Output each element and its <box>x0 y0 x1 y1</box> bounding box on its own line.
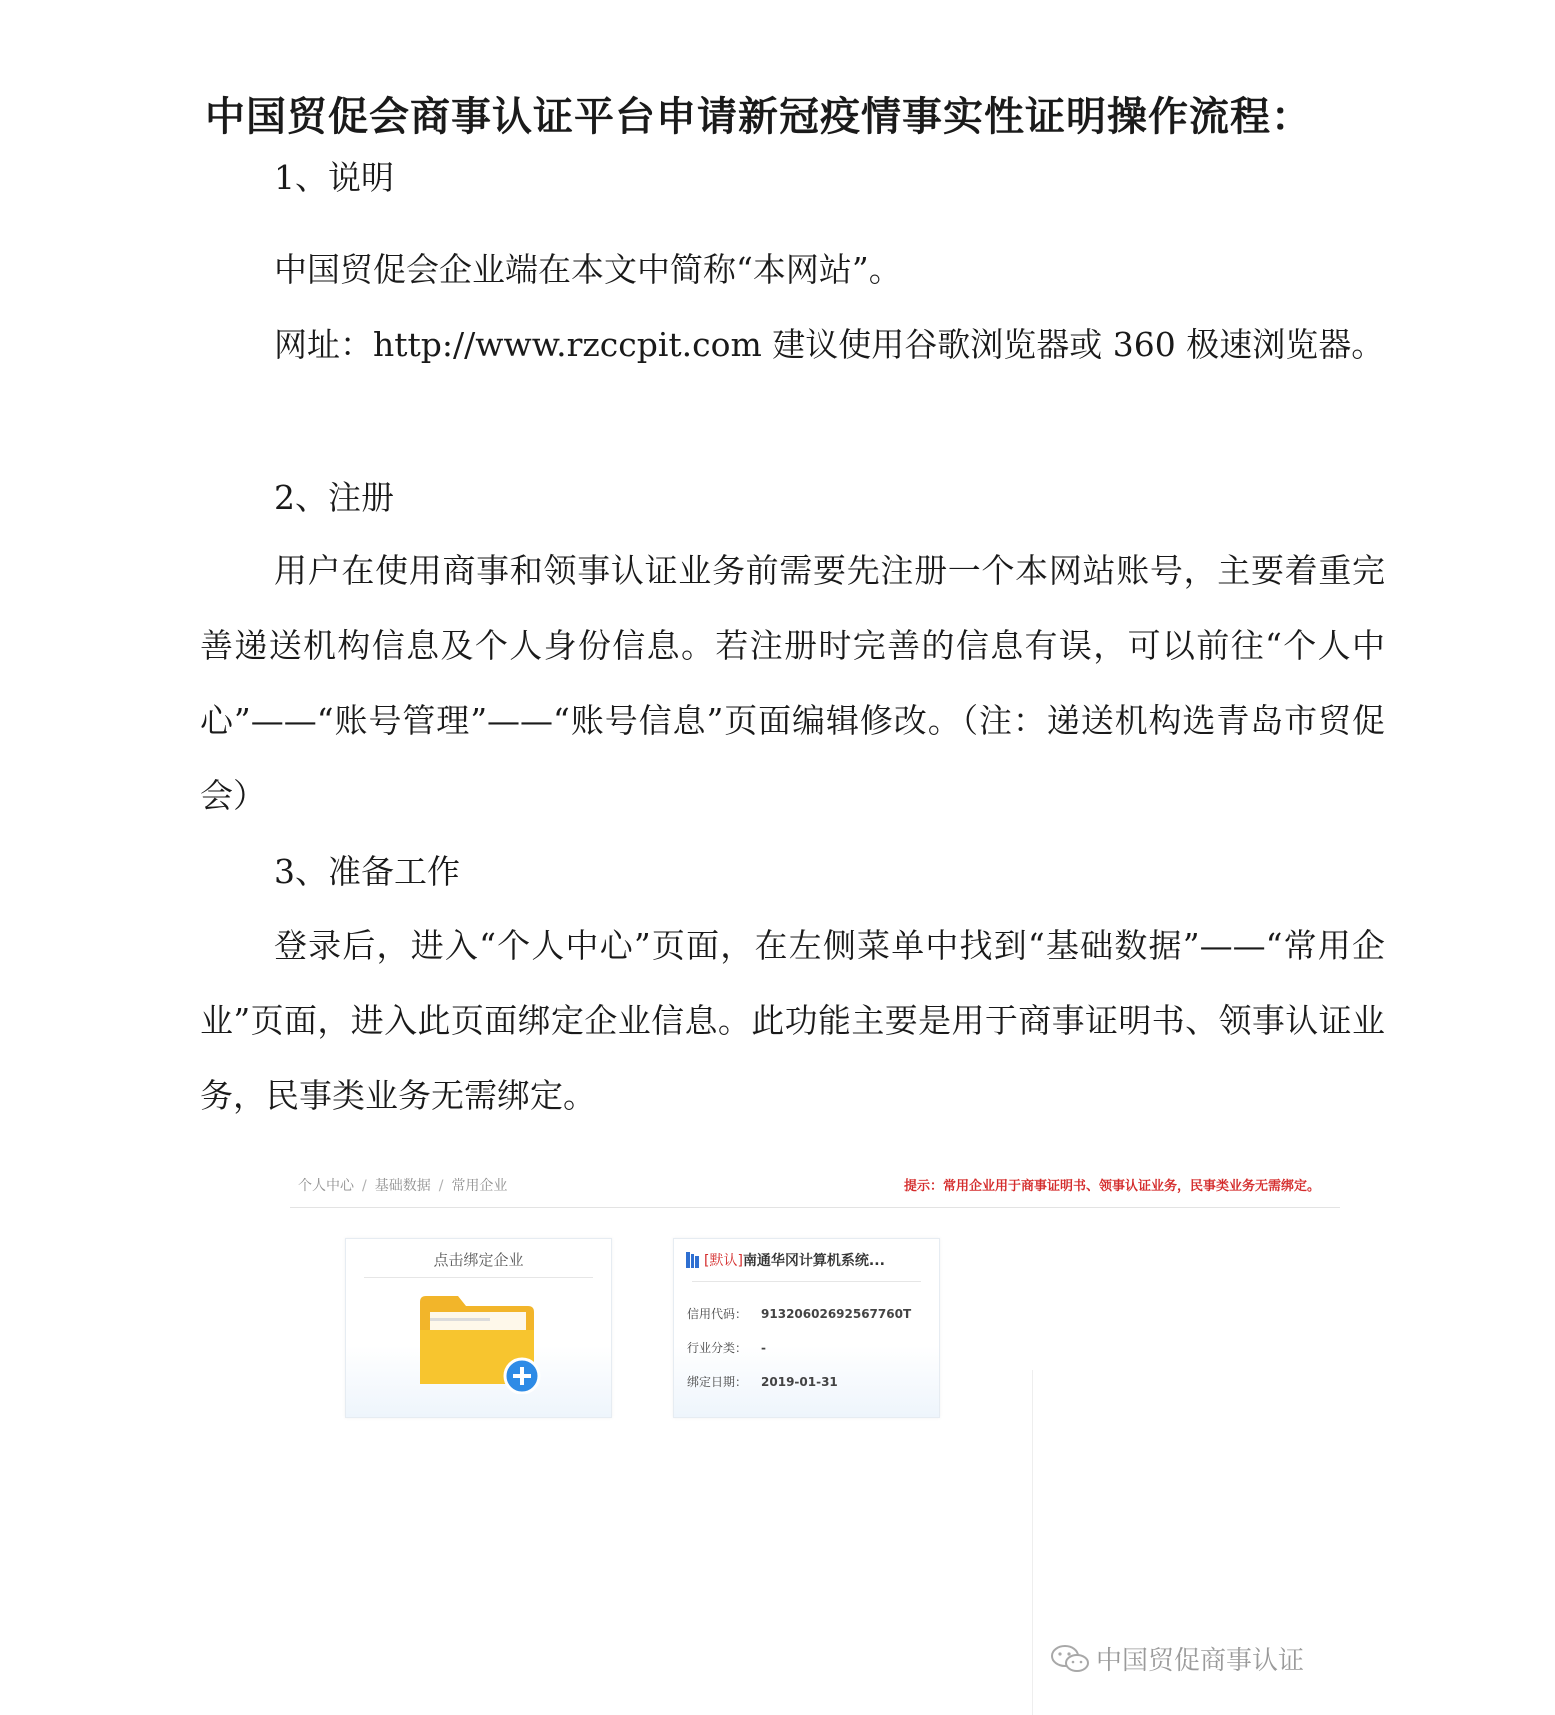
divider <box>290 1207 1340 1208</box>
section-1-heading: 1、说明 <box>274 158 394 197</box>
breadcrumb-item-personal-center[interactable]: 个人中心 <box>298 1178 354 1194</box>
tip-text: 提示：常用企业用于商事证明书、领事认证业务，民事类业务无需绑定。 <box>903 1179 1320 1194</box>
bind-company-card[interactable] <box>345 1238 612 1418</box>
card-divider <box>364 1277 593 1278</box>
embedded-screenshot <box>290 1155 1350 1715</box>
section-3-heading: 3、准备工作 <box>274 852 460 891</box>
credit-code-label: 信用代码： <box>687 1307 748 1321</box>
breadcrumb-item-basic-data[interactable]: 基础数据 <box>374 1178 431 1194</box>
watermark <box>1050 1640 1304 1677</box>
default-tag: [默认] <box>704 1253 743 1269</box>
page-edge-line <box>1032 1370 1033 1715</box>
breadcrumb <box>298 1175 507 1195</box>
breadcrumb-separator: / <box>362 1178 367 1194</box>
company-name: 南通华冈计算机系统... <box>742 1253 885 1269</box>
watermark-text: 中国贸促商事认证 <box>1096 1646 1305 1676</box>
breadcrumb-item-common-company: 常用企业 <box>451 1178 508 1194</box>
credit-code-value: 91320602692567760T <box>761 1307 912 1321</box>
industry-label: 行业分类： <box>687 1341 748 1355</box>
breadcrumb-separator: / <box>438 1178 444 1194</box>
company-card-header <box>686 1250 885 1270</box>
company-card[interactable] <box>673 1238 940 1418</box>
industry-value: - <box>761 1341 766 1355</box>
bind-date-label: 绑定日期： <box>687 1375 748 1389</box>
book-icon <box>686 1252 700 1268</box>
bind-company-label: 点击绑定企业 <box>433 1251 524 1269</box>
document-title: 中国贸促会商事认证平台申请新冠疫情事实性证明操作流程： <box>205 94 1312 140</box>
bind-date-value: 2019-01-31 <box>761 1375 838 1389</box>
section-2-heading: 2、注册 <box>274 478 394 517</box>
folder-add-icon <box>418 1294 543 1394</box>
credit-code-row <box>687 1305 911 1322</box>
card-divider <box>692 1281 921 1282</box>
wechat-icon <box>1050 1643 1090 1675</box>
section-1-paragraph-1: 中国贸促会企业端在本文中简称“本网站”。 <box>274 250 902 289</box>
section-3-paragraph: 登录后，进入“个人中心”页面，在左侧菜单中找到“基础数据”——“常用企业”页面，进入此页面绑定企业信息。此功能主要是用于商事证明书、领事认证业务，民事类业务无需绑定。 <box>200 926 1385 1115</box>
bind-date-row <box>687 1373 838 1390</box>
section-1-paragraph-2: 网址：http://www.rzccpit.com 建议使用谷歌浏览器或 360 极速浏览器。 <box>274 325 1385 364</box>
industry-row <box>687 1339 766 1356</box>
section-2-paragraph: 用户在使用商事和领事认证业务前需要先注册一个本网站账号，主要着重完善递送机构信息及个人身份信息。若注册时完善的信息有误，可以前往“个人中心”——“账号管理”——“账号信息”页面编辑修改。（注：递送机构选青岛市贸促会） <box>200 551 1385 815</box>
